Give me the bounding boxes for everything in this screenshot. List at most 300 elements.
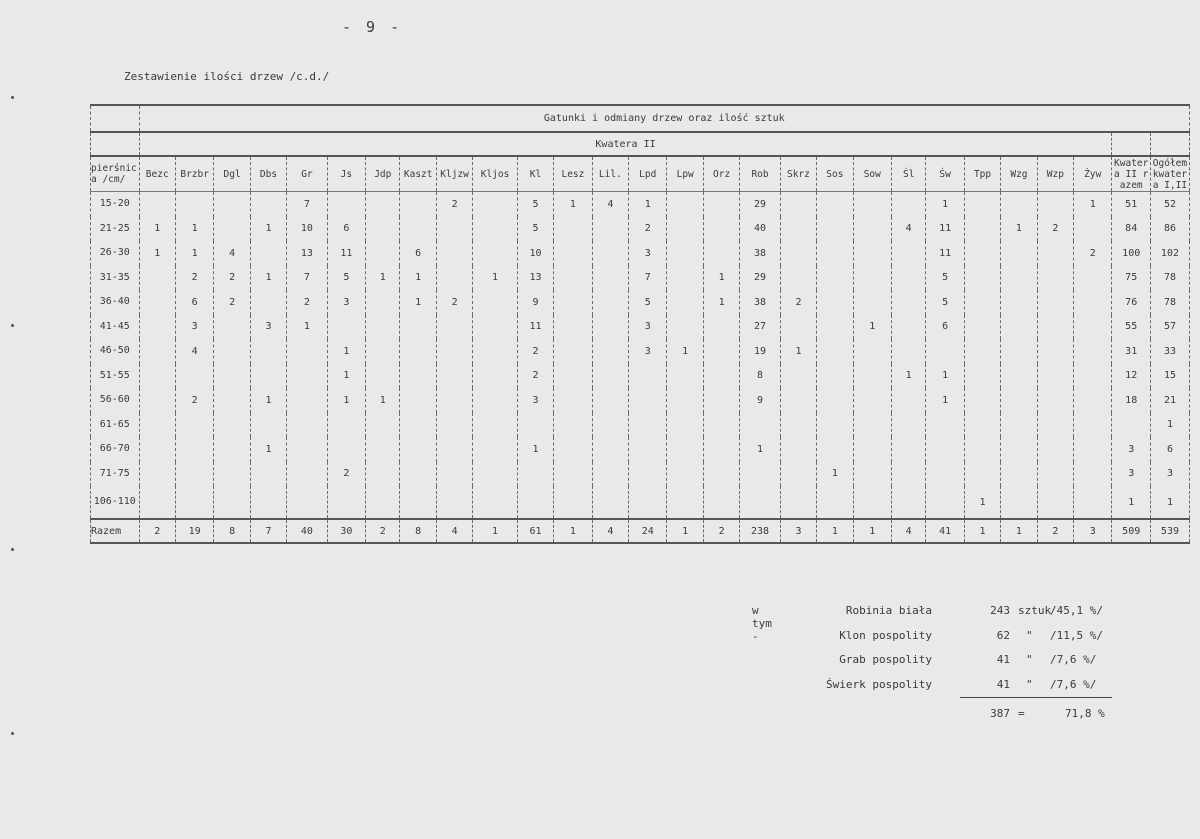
count-cell: 84 xyxy=(1112,217,1150,242)
count-cell xyxy=(517,486,553,519)
table-row xyxy=(91,339,1190,364)
count-cell xyxy=(703,241,739,266)
count-cell xyxy=(400,315,436,340)
count-cell xyxy=(400,192,436,217)
count-cell xyxy=(1001,486,1037,519)
column-header: Tpp xyxy=(964,156,1000,192)
count-cell xyxy=(1037,192,1073,217)
count-cell xyxy=(554,266,592,291)
count-cell xyxy=(629,486,667,519)
count-cell xyxy=(892,437,926,462)
count-cell: 2 xyxy=(436,192,472,217)
summary-item-pct: /11,5 %/ xyxy=(1050,628,1103,642)
count-cell xyxy=(780,462,816,487)
total-cell: 8 xyxy=(214,519,250,543)
count-cell xyxy=(436,266,472,291)
count-cell: 38 xyxy=(740,290,780,315)
count-cell xyxy=(853,413,891,438)
count-cell xyxy=(667,413,703,438)
count-cell: 55 xyxy=(1112,315,1150,340)
total-cell: 1 xyxy=(964,519,1000,543)
count-cell xyxy=(1074,339,1112,364)
count-cell xyxy=(473,413,518,438)
count-cell: 10 xyxy=(287,217,327,242)
column-header: Śl xyxy=(892,156,926,192)
count-cell xyxy=(400,217,436,242)
count-cell: 76 xyxy=(1112,290,1150,315)
count-cell xyxy=(473,315,518,340)
count-cell xyxy=(853,217,891,242)
count-cell xyxy=(214,413,250,438)
count-cell xyxy=(1001,413,1037,438)
count-cell xyxy=(1037,364,1073,389)
count-cell xyxy=(139,290,175,315)
count-cell xyxy=(214,364,250,389)
count-cell: 1 xyxy=(926,364,964,389)
table-row xyxy=(91,364,1190,389)
margin-mark xyxy=(11,324,14,327)
count-cell xyxy=(592,388,628,413)
count-cell: 7 xyxy=(287,266,327,291)
count-cell xyxy=(366,437,400,462)
summary-item-pct: /7,6 %/ xyxy=(1050,677,1097,691)
column-header: Lpd xyxy=(629,156,667,192)
count-cell: 1 xyxy=(400,290,436,315)
count-cell xyxy=(1037,266,1073,291)
count-cell xyxy=(250,241,286,266)
count-cell: 3 xyxy=(517,388,553,413)
count-cell xyxy=(667,290,703,315)
count-cell xyxy=(892,266,926,291)
count-cell xyxy=(1074,388,1112,413)
page-number: - 9 - xyxy=(342,18,403,36)
count-cell: 2 xyxy=(327,462,365,487)
total-cell: 7 xyxy=(250,519,286,543)
summary-item-name: Świerk pospolity xyxy=(826,677,932,691)
count-cell xyxy=(436,339,472,364)
table-row xyxy=(91,413,1190,438)
count-cell xyxy=(892,339,926,364)
count-cell xyxy=(667,315,703,340)
count-cell: 100 xyxy=(1112,241,1150,266)
count-cell xyxy=(327,413,365,438)
summary-total-unit: = xyxy=(1018,707,1025,720)
count-cell xyxy=(592,266,628,291)
count-cell xyxy=(926,486,964,519)
column-header: Gr xyxy=(287,156,327,192)
total-cell: 1 xyxy=(554,519,592,543)
total-cell: 238 xyxy=(740,519,780,543)
count-cell xyxy=(214,388,250,413)
total-cell: 3 xyxy=(1074,519,1112,543)
count-cell xyxy=(214,315,250,340)
count-cell xyxy=(817,339,853,364)
count-cell xyxy=(853,364,891,389)
table-row xyxy=(91,266,1190,291)
count-cell: 1 xyxy=(175,217,213,242)
count-cell xyxy=(780,486,816,519)
count-cell xyxy=(667,364,703,389)
count-cell: 1 xyxy=(1001,217,1037,242)
count-cell xyxy=(473,364,518,389)
count-cell: 3 xyxy=(629,241,667,266)
count-cell xyxy=(366,462,400,487)
count-cell: 3 xyxy=(1112,437,1150,462)
count-cell: 1 xyxy=(892,364,926,389)
count-cell xyxy=(554,364,592,389)
total-cell: 1 xyxy=(473,519,518,543)
column-header: Jdp xyxy=(366,156,400,192)
count-cell: 3 xyxy=(629,315,667,340)
count-cell: 11 xyxy=(926,241,964,266)
count-cell: 1 xyxy=(740,437,780,462)
total-cell: 509 xyxy=(1112,519,1150,543)
count-cell xyxy=(892,388,926,413)
count-cell xyxy=(1001,241,1037,266)
count-cell: 4 xyxy=(214,241,250,266)
count-cell: 3 xyxy=(1150,462,1189,487)
diameter-cell: 31-35 xyxy=(91,266,140,291)
count-cell xyxy=(817,290,853,315)
total-cell: 2 xyxy=(1037,519,1073,543)
count-cell: 2 xyxy=(1074,241,1112,266)
count-cell xyxy=(139,192,175,217)
column-header: Kljos xyxy=(473,156,518,192)
count-cell xyxy=(817,437,853,462)
column-header: Brzbr xyxy=(175,156,213,192)
count-cell xyxy=(175,192,213,217)
diameter-cell: 66-70 xyxy=(91,437,140,462)
count-cell xyxy=(740,413,780,438)
diameter-cell: 56-60 xyxy=(91,388,140,413)
count-cell: 5 xyxy=(327,266,365,291)
count-cell xyxy=(1037,413,1073,438)
count-cell xyxy=(1074,486,1112,519)
count-cell xyxy=(964,437,1000,462)
count-cell xyxy=(139,462,175,487)
count-cell xyxy=(892,315,926,340)
count-cell: 6 xyxy=(926,315,964,340)
total-cell: 2 xyxy=(703,519,739,543)
count-cell xyxy=(740,486,780,519)
count-cell xyxy=(175,437,213,462)
count-cell xyxy=(1037,486,1073,519)
count-cell xyxy=(250,192,286,217)
count-cell: 8 xyxy=(740,364,780,389)
count-cell: 29 xyxy=(740,266,780,291)
count-cell xyxy=(366,192,400,217)
count-cell xyxy=(473,437,518,462)
count-cell: 2 xyxy=(214,290,250,315)
count-cell xyxy=(1037,290,1073,315)
column-header: Św xyxy=(926,156,964,192)
count-cell xyxy=(780,315,816,340)
count-cell: 1 xyxy=(1150,486,1189,519)
count-cell xyxy=(287,413,327,438)
count-cell: 29 xyxy=(740,192,780,217)
count-cell xyxy=(1001,192,1037,217)
count-cell xyxy=(436,315,472,340)
count-cell: 1 xyxy=(1074,192,1112,217)
count-cell xyxy=(554,241,592,266)
count-cell: 1 xyxy=(287,315,327,340)
summary-item-count: 41 xyxy=(996,653,1010,666)
count-cell xyxy=(287,364,327,389)
margin-mark xyxy=(11,548,14,551)
count-cell xyxy=(175,462,213,487)
count-cell xyxy=(139,364,175,389)
count-cell xyxy=(629,388,667,413)
diameter-cell: 106-110 xyxy=(91,486,140,519)
column-header: Kwatera II razem xyxy=(1112,156,1150,192)
count-cell xyxy=(473,339,518,364)
total-cell: 1 xyxy=(667,519,703,543)
count-cell: 1 xyxy=(703,266,739,291)
count-cell xyxy=(964,364,1000,389)
count-cell xyxy=(400,486,436,519)
count-cell xyxy=(554,437,592,462)
count-cell: 12 xyxy=(1112,364,1150,389)
column-header: Skrz xyxy=(780,156,816,192)
count-cell xyxy=(1037,388,1073,413)
count-cell: 7 xyxy=(287,192,327,217)
count-cell xyxy=(400,364,436,389)
count-cell: 2 xyxy=(287,290,327,315)
count-cell xyxy=(853,388,891,413)
table-row xyxy=(91,217,1190,242)
column-header-row xyxy=(91,156,1190,192)
total-cell: 40 xyxy=(287,519,327,543)
count-cell: 2 xyxy=(175,388,213,413)
count-cell xyxy=(817,192,853,217)
diameter-cell: 15-20 xyxy=(91,192,140,217)
count-cell xyxy=(554,315,592,340)
column-header: Rob xyxy=(740,156,780,192)
count-cell xyxy=(554,290,592,315)
count-cell: 1 xyxy=(327,364,365,389)
count-cell xyxy=(592,364,628,389)
count-cell xyxy=(892,413,926,438)
count-cell: 1 xyxy=(1150,413,1189,438)
count-cell: 2 xyxy=(436,290,472,315)
count-cell: 13 xyxy=(517,266,553,291)
count-cell: 33 xyxy=(1150,339,1189,364)
count-cell xyxy=(1112,413,1150,438)
count-cell xyxy=(139,266,175,291)
count-cell: 1 xyxy=(926,192,964,217)
summary-item-name: Grab pospolity xyxy=(839,653,932,666)
summary-item-unit: sztuk xyxy=(1018,604,1052,617)
count-cell: 1 xyxy=(400,266,436,291)
count-cell xyxy=(853,437,891,462)
summary-item-count: 41 xyxy=(996,677,1010,691)
column-header: Lil. xyxy=(592,156,628,192)
count-cell xyxy=(964,388,1000,413)
summary-item-unit: " xyxy=(1026,653,1033,666)
count-cell xyxy=(250,290,286,315)
count-cell xyxy=(703,192,739,217)
count-cell: 1 xyxy=(250,388,286,413)
count-cell xyxy=(592,290,628,315)
diameter-cell: 71-75 xyxy=(91,462,140,487)
count-cell: 1 xyxy=(629,192,667,217)
count-cell xyxy=(853,486,891,519)
total-cell: 8 xyxy=(400,519,436,543)
count-cell xyxy=(1001,290,1037,315)
column-header: Ogółem kwatera I,II xyxy=(1150,156,1189,192)
count-cell xyxy=(214,437,250,462)
total-cell: 61 xyxy=(517,519,553,543)
count-cell: 1 xyxy=(175,241,213,266)
count-cell xyxy=(1001,266,1037,291)
count-cell xyxy=(892,486,926,519)
column-header: Bezc xyxy=(139,156,175,192)
count-cell xyxy=(592,339,628,364)
count-cell: 1 xyxy=(139,241,175,266)
total-label: Razem xyxy=(91,519,140,543)
diameter-cell: 51-55 xyxy=(91,364,140,389)
count-cell: 1 xyxy=(327,339,365,364)
count-cell xyxy=(853,290,891,315)
count-cell xyxy=(892,192,926,217)
count-cell xyxy=(964,315,1000,340)
total-cell: 3 xyxy=(780,519,816,543)
count-cell: 1 xyxy=(366,388,400,413)
count-cell: 6 xyxy=(327,217,365,242)
count-cell xyxy=(629,462,667,487)
column-header: Sow xyxy=(853,156,891,192)
count-cell: 38 xyxy=(740,241,780,266)
count-cell: 40 xyxy=(740,217,780,242)
count-cell xyxy=(853,462,891,487)
summary-total-row xyxy=(752,707,1132,731)
document-title: Zestawienie ilości drzew /c.d./ xyxy=(124,70,330,83)
count-cell: 3 xyxy=(1112,462,1150,487)
count-cell xyxy=(214,217,250,242)
count-cell xyxy=(400,462,436,487)
count-cell xyxy=(327,192,365,217)
count-cell xyxy=(964,266,1000,291)
summary-item-name: Robinia biała xyxy=(845,604,932,617)
total-cell: 1 xyxy=(817,519,853,543)
count-cell xyxy=(703,217,739,242)
count-cell xyxy=(703,462,739,487)
count-cell xyxy=(473,462,518,487)
column-header: Orz xyxy=(703,156,739,192)
count-cell xyxy=(592,413,628,438)
count-cell xyxy=(817,388,853,413)
count-cell xyxy=(817,413,853,438)
count-cell xyxy=(629,364,667,389)
count-cell xyxy=(473,388,518,413)
count-cell: 9 xyxy=(517,290,553,315)
count-cell: 1 xyxy=(366,266,400,291)
count-cell: 11 xyxy=(926,217,964,242)
column-header: Lesz xyxy=(554,156,592,192)
count-cell xyxy=(780,364,816,389)
count-cell: 11 xyxy=(517,315,553,340)
count-cell: 86 xyxy=(1150,217,1189,242)
column-header: Wzg xyxy=(1001,156,1037,192)
summary-item xyxy=(752,604,1132,626)
count-cell: 21 xyxy=(1150,388,1189,413)
count-cell xyxy=(175,413,213,438)
count-cell xyxy=(703,413,739,438)
table-row xyxy=(91,192,1190,217)
total-cell: 4 xyxy=(592,519,628,543)
count-cell: 4 xyxy=(892,217,926,242)
count-cell: 1 xyxy=(250,437,286,462)
total-cell: 4 xyxy=(436,519,472,543)
count-cell: 3 xyxy=(327,290,365,315)
count-cell xyxy=(592,486,628,519)
count-cell: 2 xyxy=(175,266,213,291)
count-cell xyxy=(964,462,1000,487)
count-cell xyxy=(817,486,853,519)
count-cell xyxy=(366,315,400,340)
count-cell xyxy=(667,486,703,519)
count-cell: 2 xyxy=(780,290,816,315)
count-cell xyxy=(250,339,286,364)
count-cell xyxy=(703,364,739,389)
count-cell xyxy=(287,486,327,519)
count-cell xyxy=(1074,290,1112,315)
count-cell xyxy=(175,486,213,519)
count-cell: 52 xyxy=(1150,192,1189,217)
diameter-cell: 46-50 xyxy=(91,339,140,364)
summary-item-count: 243 xyxy=(990,604,1010,617)
count-cell xyxy=(780,266,816,291)
count-cell: 1 xyxy=(250,266,286,291)
count-cell xyxy=(327,486,365,519)
count-cell xyxy=(592,241,628,266)
column-header: Dbs xyxy=(250,156,286,192)
column-header: Wzp xyxy=(1037,156,1073,192)
count-cell xyxy=(436,413,472,438)
count-cell: 6 xyxy=(175,290,213,315)
count-cell xyxy=(1037,241,1073,266)
species-header: Gatunki i odmiany drzew oraz ilość sztuk xyxy=(139,105,1189,132)
column-header: Dgl xyxy=(214,156,250,192)
count-cell xyxy=(667,388,703,413)
count-cell xyxy=(592,462,628,487)
count-cell xyxy=(817,315,853,340)
total-row xyxy=(91,519,1190,543)
tree-count-table xyxy=(90,104,1190,544)
count-cell: 1 xyxy=(926,388,964,413)
count-cell xyxy=(400,413,436,438)
count-cell xyxy=(327,315,365,340)
count-cell: 2 xyxy=(629,217,667,242)
count-cell xyxy=(1001,388,1037,413)
count-cell xyxy=(1074,413,1112,438)
count-cell xyxy=(473,486,518,519)
count-cell xyxy=(629,413,667,438)
count-cell xyxy=(1037,437,1073,462)
count-cell xyxy=(554,339,592,364)
count-cell: 57 xyxy=(1150,315,1189,340)
count-cell xyxy=(1001,364,1037,389)
count-cell: 19 xyxy=(740,339,780,364)
count-cell xyxy=(964,413,1000,438)
count-cell xyxy=(473,241,518,266)
count-cell xyxy=(473,217,518,242)
count-cell: 1 xyxy=(554,192,592,217)
count-cell xyxy=(366,241,400,266)
count-cell xyxy=(1037,315,1073,340)
count-cell: 1 xyxy=(517,437,553,462)
table-row xyxy=(91,437,1190,462)
